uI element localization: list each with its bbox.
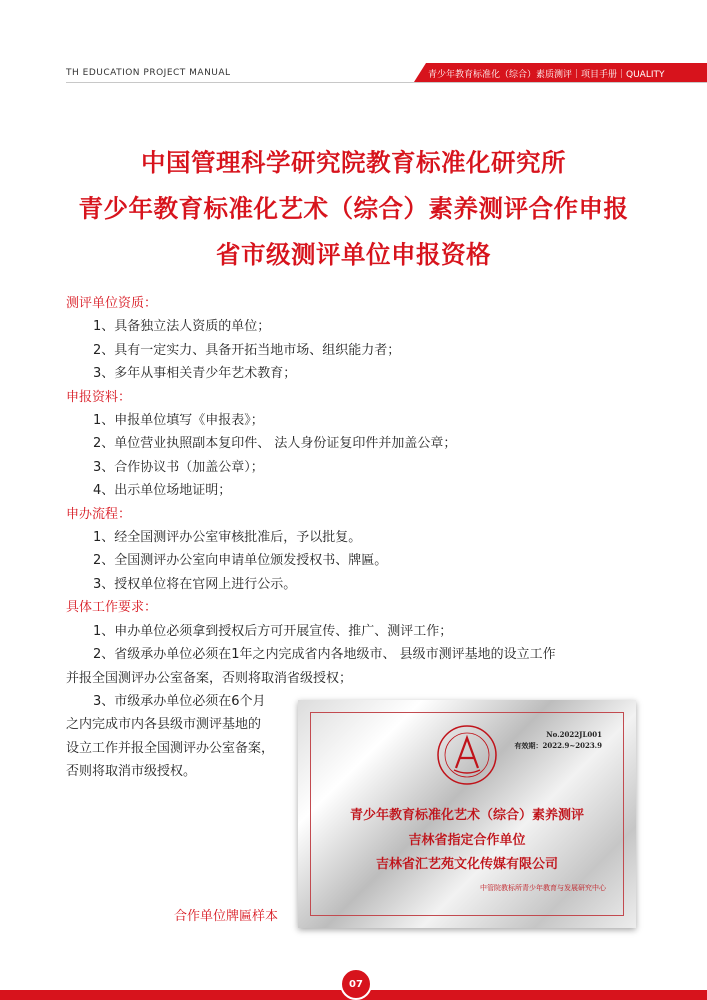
plaque-line-3: 吉林省汇艺苑文化传媒有限公司 [375, 857, 558, 872]
title-line-3: 省市级测评单位申报资格 [216, 240, 491, 269]
section-heading-requirements: 具体工作要求： [66, 600, 158, 616]
title-block [0, 140, 707, 278]
list-item: 4、出示单位场地证明； [93, 483, 232, 499]
plaque-sample-image [298, 700, 636, 928]
section-heading-process: 申办流程： [66, 506, 132, 522]
plaque-line-2: 吉林省指定合作单位 [408, 833, 526, 848]
list-item-continuation: 并报全国测评办公室备案，否则将取消省级授权； [66, 670, 353, 686]
emblem-seal-icon [436, 724, 498, 786]
list-item: 3、市级承办单位必须在6个月 [93, 693, 266, 709]
list-item: 2、全国测评办公室向申请单位颁发授权书、牌匾。 [93, 553, 388, 569]
narrow-paragraph [66, 690, 306, 784]
title-line-2: 青少年教育标准化艺术（综合）素养测评合作申报 [78, 194, 629, 223]
plaque-caption: 合作单位牌匾样本 [174, 909, 279, 924]
list-item: 1、申办单位必须拿到授权后方可开展宣传、推广、测评工作； [93, 623, 453, 639]
list-item: 1、具备独立法人资质的单位； [93, 319, 271, 335]
plaque-line-1: 青少年教育标准化艺术（综合）素养测评 [349, 808, 584, 823]
plaque-number: No.2022JL001 [546, 730, 602, 739]
page-number: 07 [340, 968, 372, 1000]
section-heading-qualification: 测评单位资质： [66, 296, 158, 311]
list-item-continuation: 设立工作并报全国测评办公室备案， [66, 740, 275, 756]
header-right-text: 青少年教育标准化（综合）素质测评｜项目手册｜QUALITY [428, 70, 665, 80]
plaque-organization: 中管院教标所青少年教育与发展研究中心 [480, 884, 606, 892]
plaque-valid-period: 有效期：2022.9~2023.9 [514, 741, 602, 750]
list-item: 3、多年从事相关青少年艺术教育； [93, 366, 297, 382]
list-item: 2、具有一定实力、具备开拓当地市场、组织能力者； [93, 342, 401, 358]
list-item: 3、授权单位将在官网上进行公示。 [93, 576, 297, 592]
list-item: 1、申报单位填写《申报表》； [93, 413, 264, 429]
list-item: 3、合作协议书（加盖公章）； [93, 459, 264, 475]
title-line-1: 中国管理科学研究院教育标准化研究所 [141, 148, 566, 177]
list-item-continuation: 之内完成市内各县级市测评基地的 [66, 717, 262, 733]
list-item: 1、经全国测评办公室审核批准后，予以批复。 [93, 530, 362, 546]
list-item-continuation: 否则将取消市级授权。 [66, 764, 197, 780]
list-item: 2、单位营业执照副本复印件、 法人身份证复印件并加盖公章； [93, 436, 457, 452]
header-left-text: TH EDUCATION PROJECT MANUAL [66, 68, 231, 78]
header-rule [66, 82, 707, 83]
list-item: 2、省级承办单位必须在1年之内完成省内各地级市、 县级市测评基地的设立工作 [93, 647, 556, 663]
section-heading-materials: 申报资料： [66, 389, 132, 405]
